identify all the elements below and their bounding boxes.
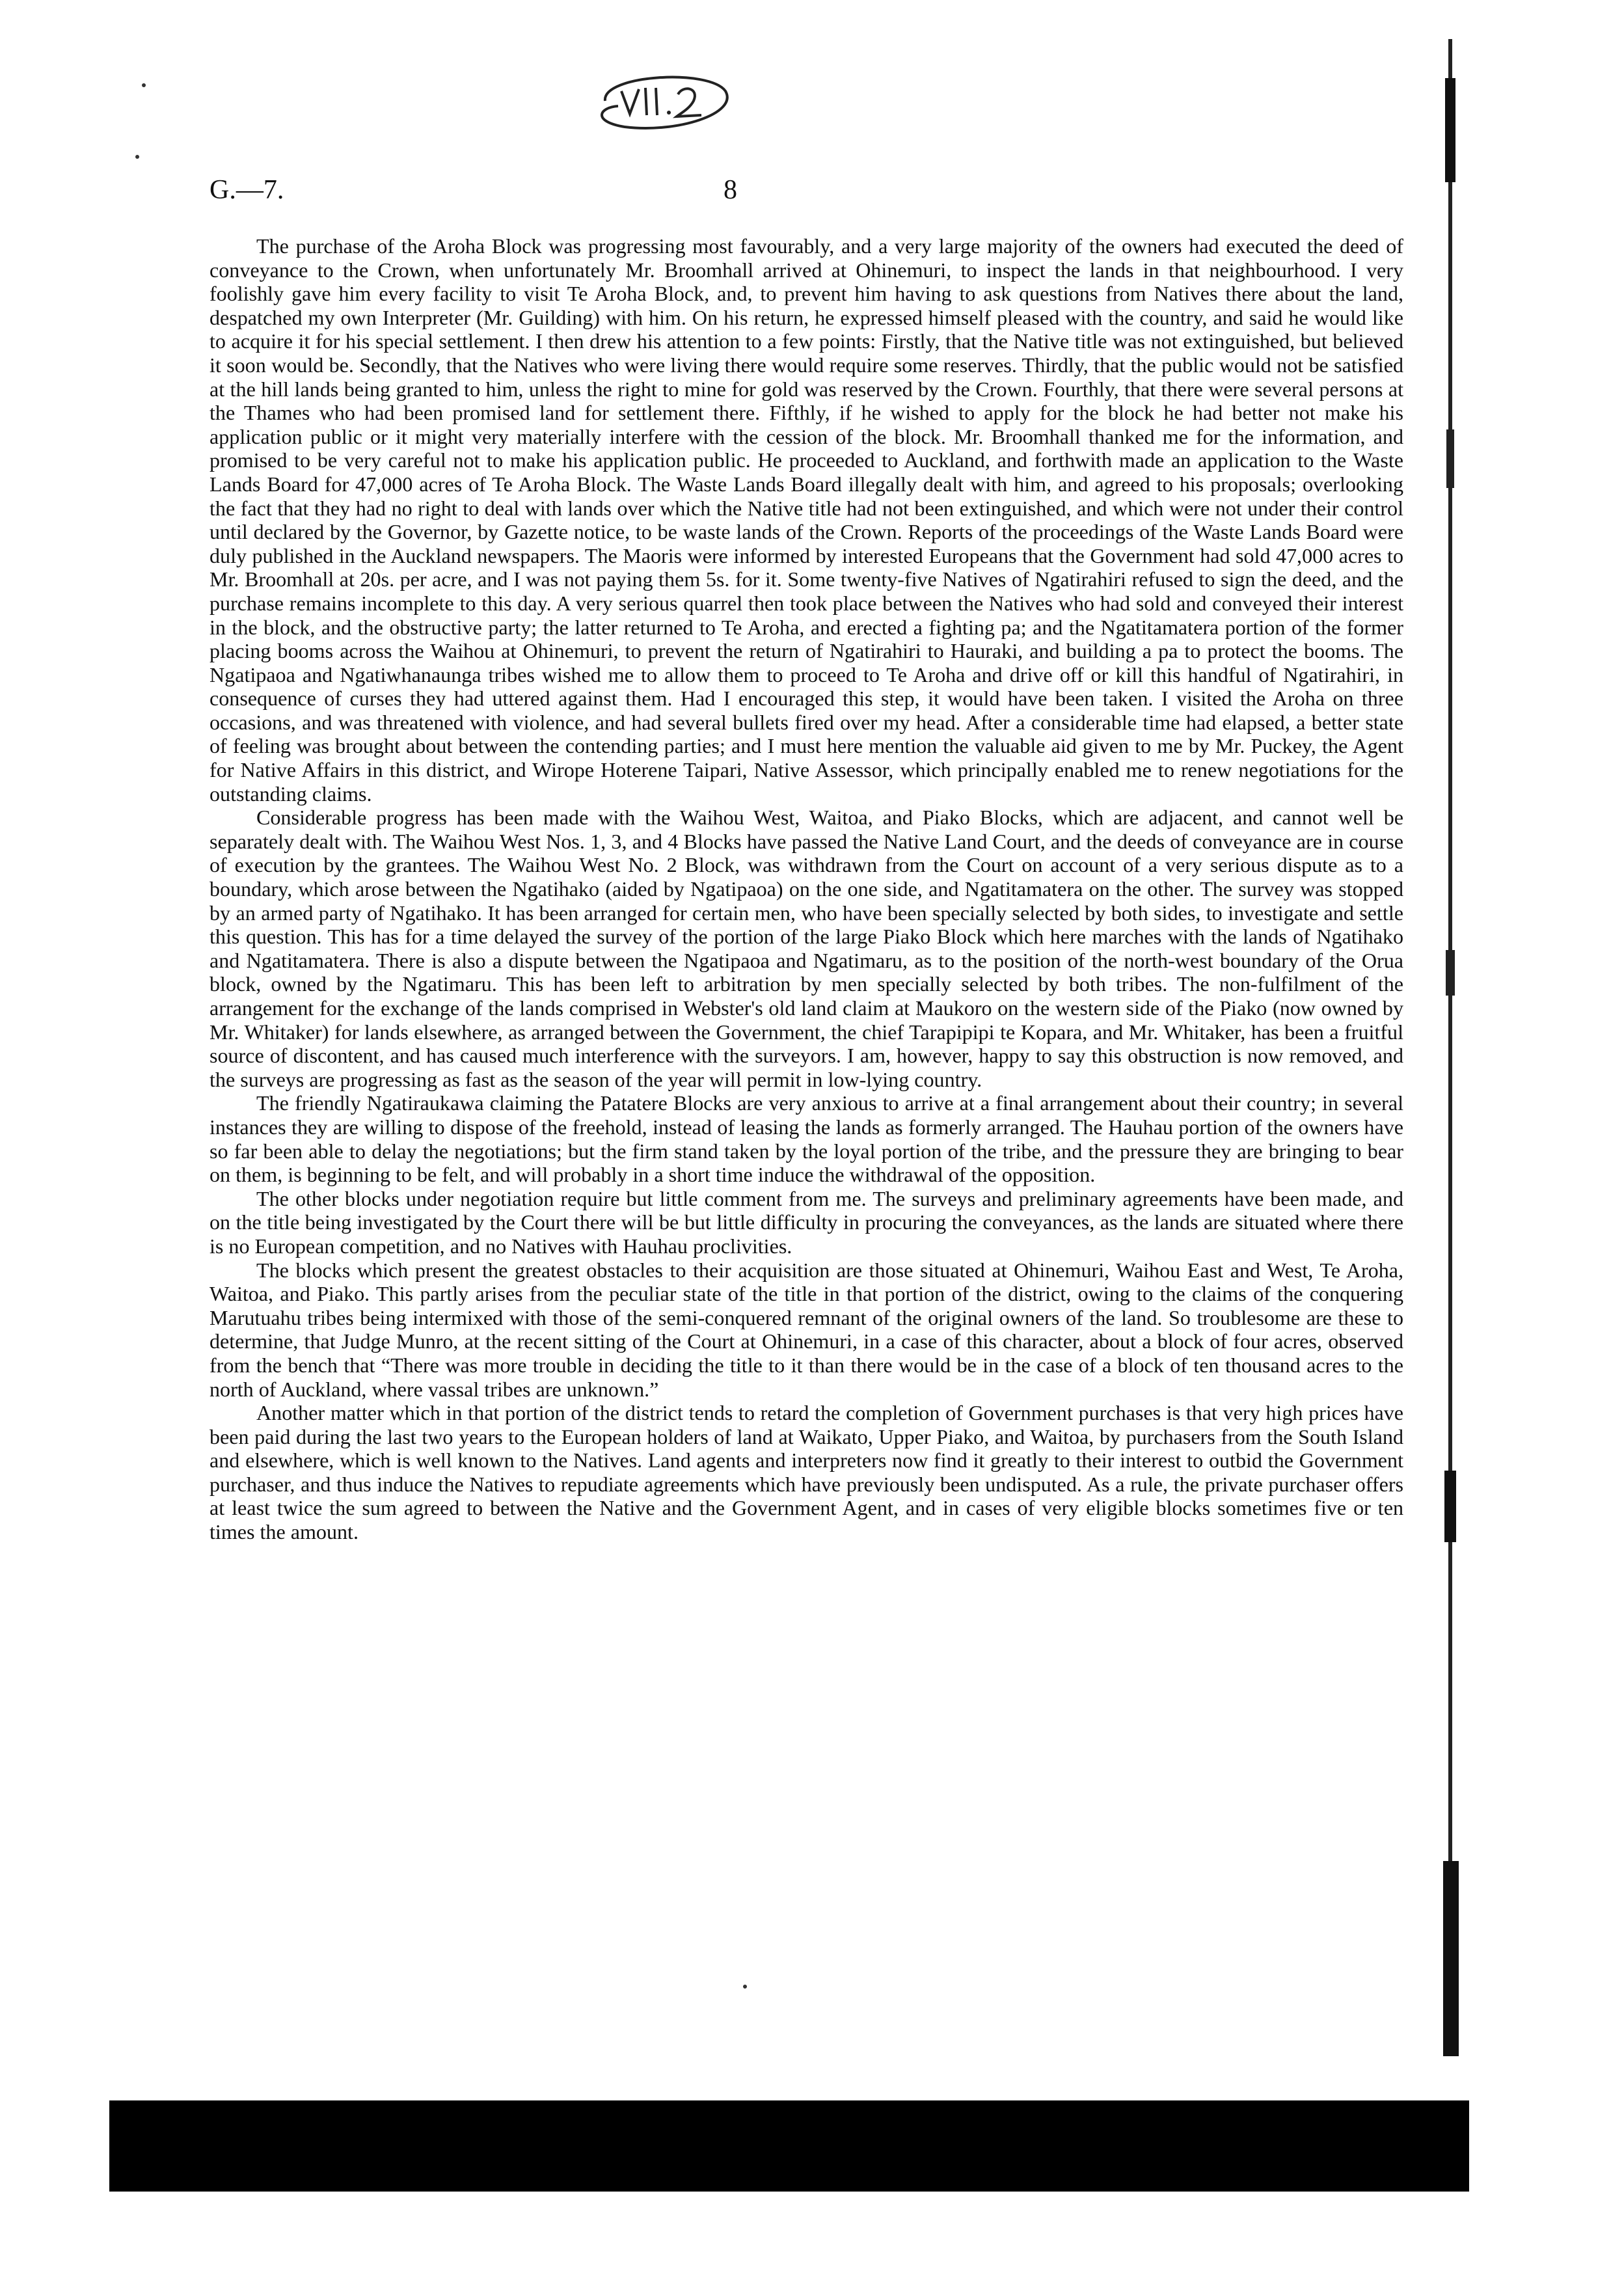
page-header	[210, 174, 1407, 226]
paragraph: The purchase of the Aroha Block was progressing most favourably, and a very large majority of the owners had executed the deed of conveyance to the Crown, when unfortunately Mr. Broomhall arrived at Ohinemuri, to inspect the lands in that neighbourhood. I very foolishly gave him every facility to visit Te Aroha Block, and, to prevent him having to ask questions from Natives there about the land, despatched my own Interpreter (Mr. Guilding) with him. On his return, he expressed himself pleased with the country, and said he would like to acquire it for his special settlement. I then drew his attention to a few points: Firstly, that the Native title was not extinguished, but believed it soon would be. Secondly, that the Natives who were living there would require some reserves. Thirdly, that the public would not be satisfied at the hill lands being granted to him, unless the right to mine for gold was reserved by the Crown. Fourthly, that there were several persons at the Thames who had been promised land for settlement there. Fifthly, if he wished to apply for the block he had better not make his application public or it might very materially interfere with the cession of the block. Mr. Broomhall thanked me for the information, and promised to be very careful not to make his application public. He proceeded to Auckland, and forthwith made an application to the Waste Lands Board for 47,000 acres of Te Aroha Block. The Waste Lands Board illegally dealt with him, and agreed to his proposals; overlooking the fact that they had no right to deal with lands over which the Native title had not been extinguished, and which were not under their control until declared by the Governor, by Gazette notice, to be waste lands of the Crown. Reports of the proceedings of the Waste Lands Board were duly published in the Auckland newspapers. The Maoris were informed by interested Europeans that the Government had sold 47,000 acres to Mr. Broomhall at 20s. per acre, and I was not paying them 5s. for it. Some twenty-five Natives of Ngatirahiri refused to sign the deed, and the purchase remains incomplete to this day. A very serious quarrel then took place between the Natives who had sold and conveyed their interest in the block, and the obstructive party; the latter returned to Te Aroha, and erected a fighting pa; and the Ngatitamatera portion of the former placing booms across the Waihou at Ohinemuri, to prevent the return of Ngatirahiri to Hauraki, and building a pa to protect the booms. The Ngatipaoa and Ngatiwhanaunga tribes wished me to allow them to proceed to Te Aroha and drive off or kill this handful of Ngatirahiri, in consequence of curses they had uttered against them. Had I encouraged this step, it would have been taken. I visited the Aroha on three occasions, and was threatened with violence, and had several bullets fired over my head. After a considerable time had elapsed, a better state of feeling was brought about between the contending parties; and I must here mention the valuable aid given to me by Mr. Puckey, the Agent for Native Affairs in this district, and Wirope Hoterene Taipari, Native Assessor, which principally enabled me to renew negotiations for the outstanding claims.	[210, 234, 1403, 806]
paragraph: Another matter which in that portion of the district tends to retard the completion of Government purchases is that very high prices have been paid during the last two years to the European holders of land at Waikato, Upper Piako, and Waitoa, by purchasers from the South Island and elsewhere, which is well known to the Natives. Land agents and interpreters now find it greatly to their interest to outbid the Government purchaser, and thus induce the Natives to repudiate agreements which have previously been undisputed. As a rule, the private purchaser offers at least twice the sum agreed to between the Native and the Government Agent, and in cases of very eligible blocks sometimes five or ten times the amount.	[210, 1401, 1403, 1544]
scan-speck	[743, 1985, 747, 1989]
scan-bottom-bar	[109, 2100, 1469, 2192]
scan-speck	[135, 155, 139, 159]
scan-binding-edge	[1443, 39, 1460, 2056]
series-number: G.—7.	[210, 175, 284, 205]
paragraph: The other blocks under negotiation require but little comment from me. The surveys and preliminary agreements have been made, and on the title being investigated by the Court there will be but little difficulty in procuring the conveyances, as the lands are situated where there is no European competition, and no Natives with Hauhau proclivities.	[210, 1186, 1403, 1258]
binding-edge-drawing	[1443, 39, 1460, 2056]
paragraph: The blocks which present the greatest obstacles to their acquisition are those situated at Ohinemuri, Waihou East and West, Te Aroha, Waitoa, and Piako. This partly arises from the peculiar state of the title in that portion of the district, owing to the claims of the conquering Marutuahu tribes being intermixed with those of the semi-conquered remnant of the original owners of the land. So troublesome are these to determine, that Judge Munro, at the recent sitting of the Court at Ohinemuri, in a case of this character, about a block of four acres, observed from the bench that “There was more trouble in deciding the title to it than there would be in the case of a block of ten thousand acres to the north of Auckland, where vassal tribes are unknown.”	[210, 1258, 1403, 1401]
page-number: 8	[724, 175, 737, 205]
circled-annotation-drawing	[579, 62, 742, 140]
paragraph: The friendly Ngatiraukawa claiming the Patatere Blocks are very anxious to arrive at a final arrangement about their country; in several instances they are willing to dispose of the freehold, instead of leasing the lands as formerly arranged. The Hauhau portion of the owners have so far been able to delay the negotiations; but the firm stand taken by the loyal portion of the tribe, and the pressure they are bringing to bear on them, is beginning to be felt, and will probably in a short time induce the withdrawal of the opposition.	[210, 1091, 1403, 1187]
paragraph: Considerable progress has been made with the Waihou West, Waitoa, and Piako Blocks, which are adjacent, and cannot well be separately dealt with. The Waihou West Nos. 1, 3, and 4 Blocks have passed the Native Land Court, and the deeds of conveyance are in course of execution by the grantees. The Waihou West No. 2 Block, was withdrawn from the Court on account of a very serious dispute as to a boundary, which arose between the Ngatihako (aided by Ngatipaoa) on the one side, and Ngatitamatera on the other. The survey was stopped by an armed party of Ngatihako. It has been arranged for certain men, who have been specially selected by both sides, to investigate and settle this question. This has for a time delayed the survey of the portion of the large Piako Block which here marches with the lands of Ngatihako and Ngatitamatera. There is also a dispute between the Ngatipaoa and Ngatimaru, as to the position of the north-west boundary of the Orua block, owned by the Ngatimaru. This has been left to arbitration by men specially selected by both tribes. The non-fulfilment of the arrangement for the exchange of the lands comprised in Webster's old land claim at Maukoro on the western side of the Piako (now owned by Mr. Whitaker) for lands elsewhere, as arranged between the Government, the chief Tarapipipi te Kopara, and Mr. Whitaker, has been a fruitful source of discontent, and has caused much interference with the surveyors. I am, however, happy to say this obstruction is now removed, and the surveys are progressing as fast as the season of the year will permit in low-lying country.	[210, 806, 1403, 1091]
handwritten-mark	[579, 62, 742, 140]
scan-speck	[142, 83, 146, 87]
body-text	[210, 234, 1403, 1544]
